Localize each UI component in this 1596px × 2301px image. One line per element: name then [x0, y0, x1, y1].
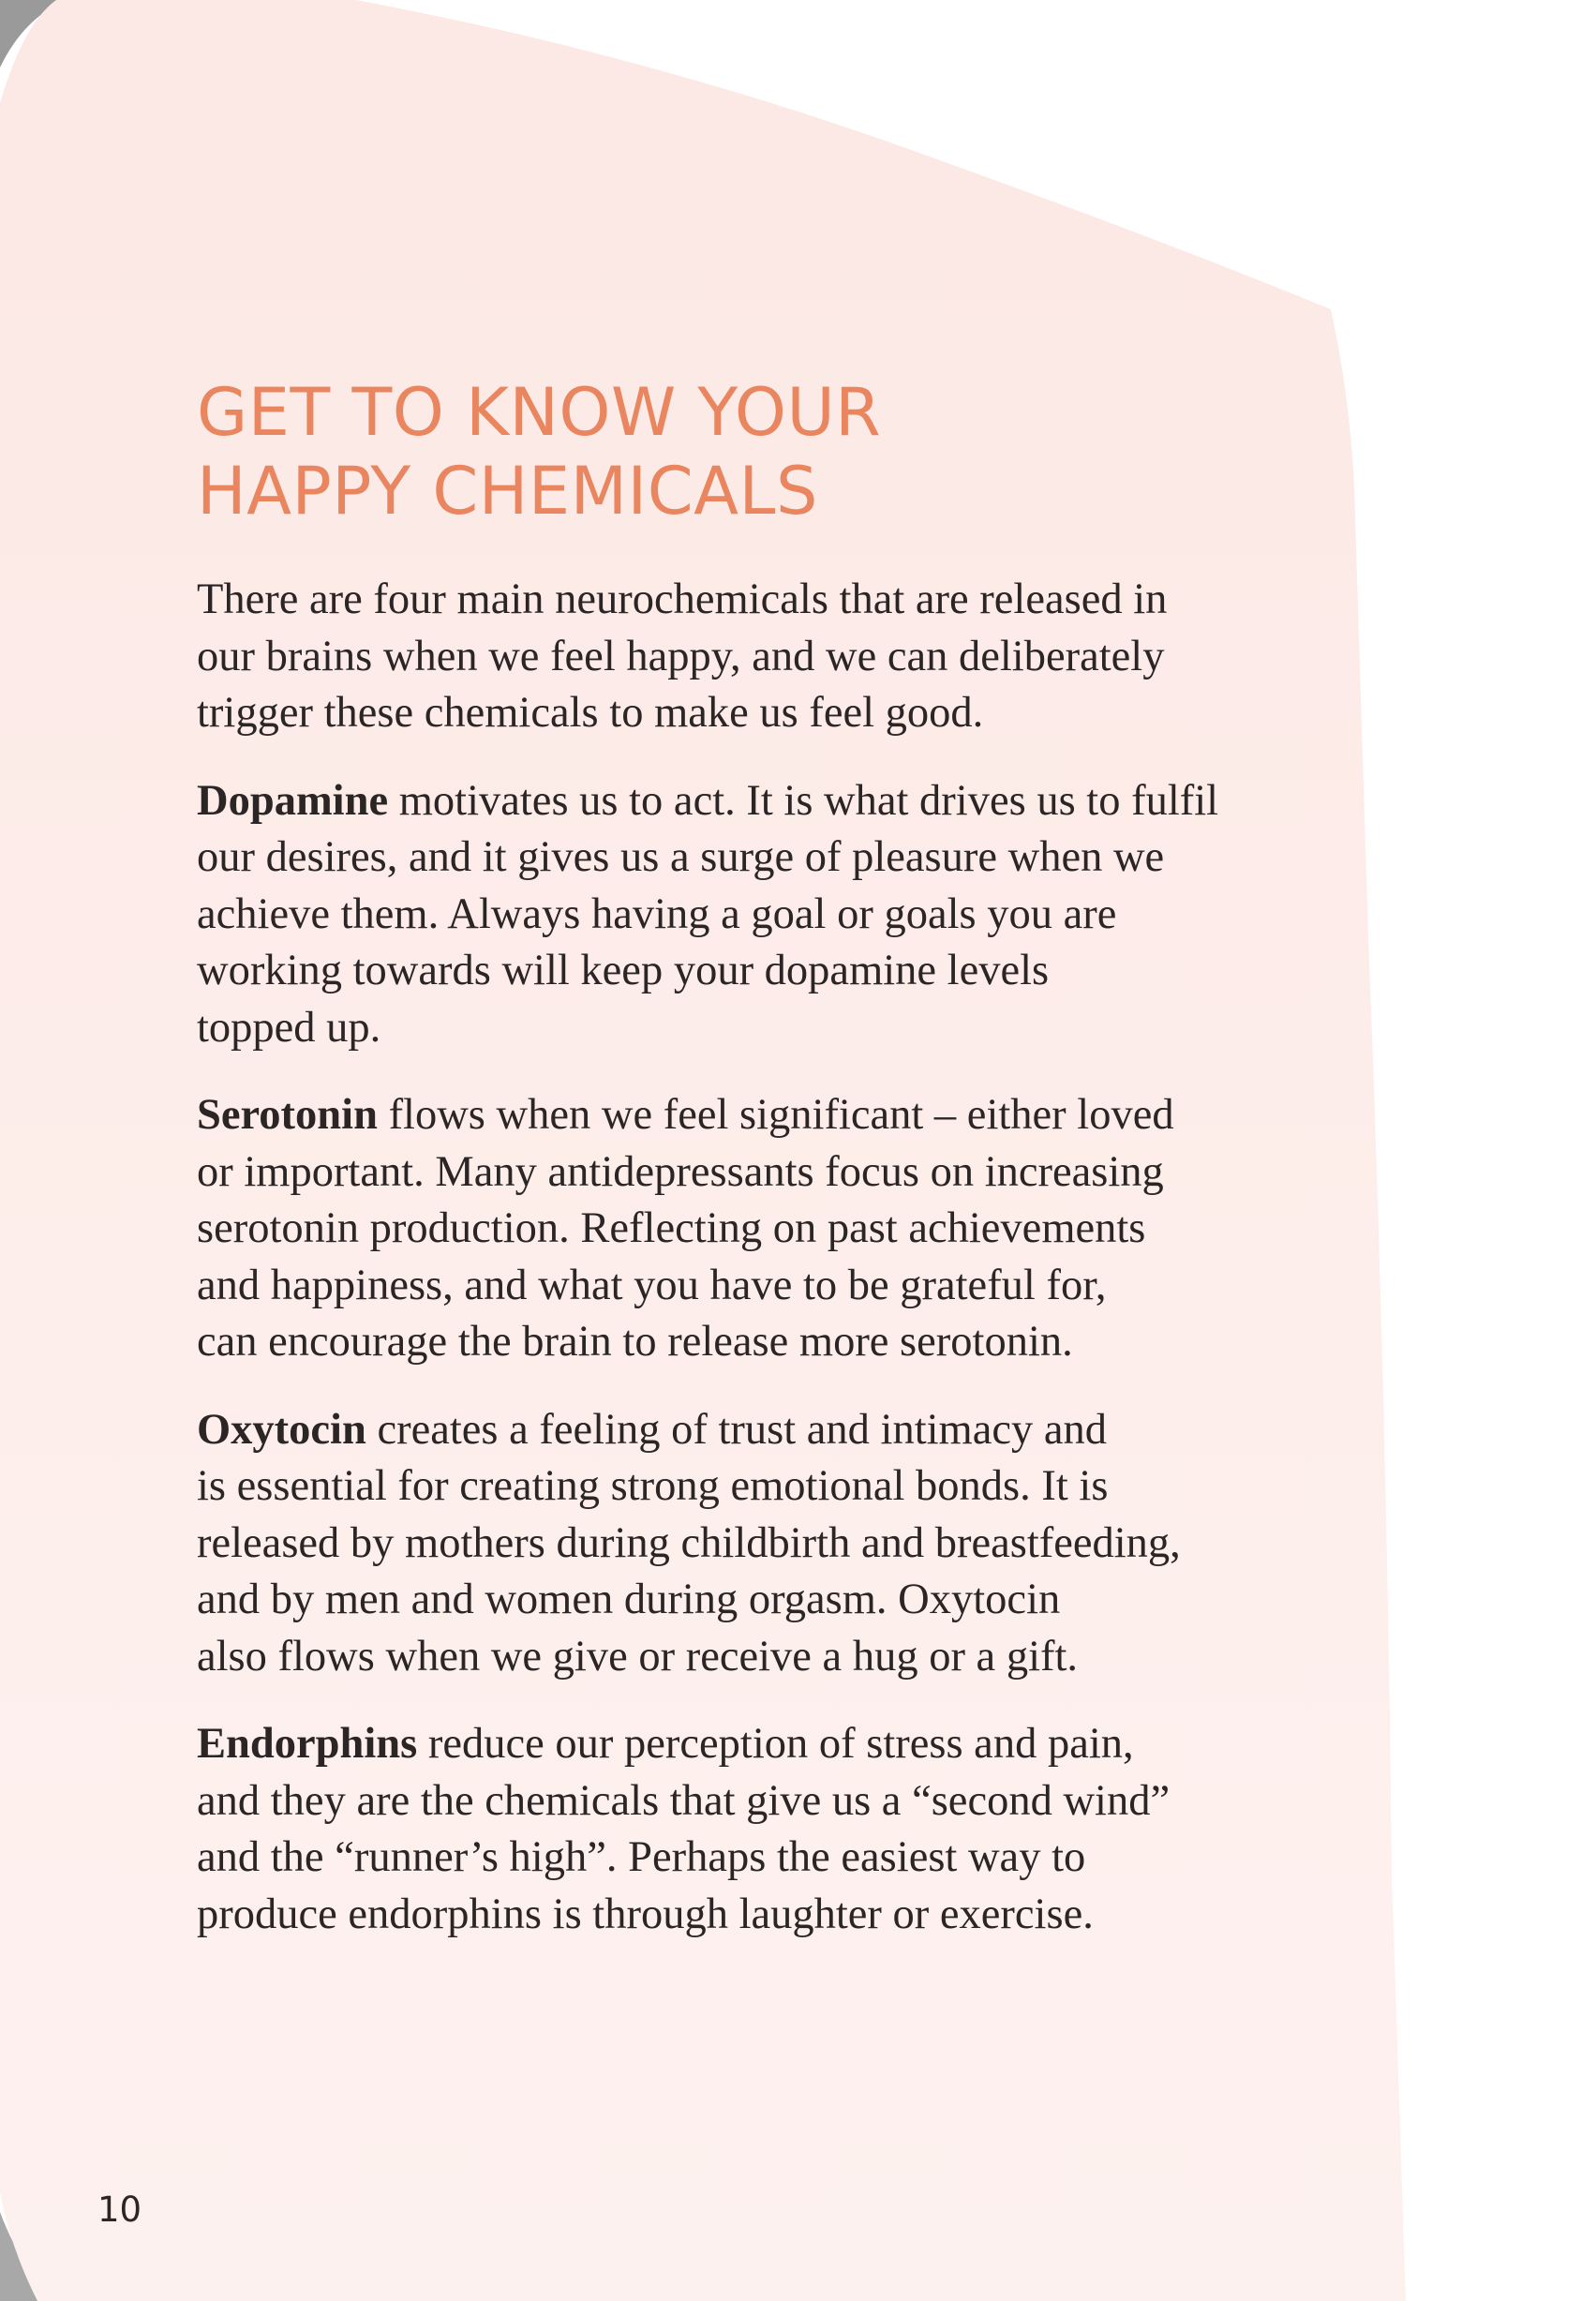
endorphins-paragraph — [197, 1716, 1406, 1943]
oxytocin-paragraph — [197, 1402, 1406, 1686]
page-title — [197, 373, 881, 530]
endorphins-term: Endorphins — [197, 1720, 418, 1768]
title-line-1: GET TO KNOW YOUR — [197, 374, 882, 451]
serotonin-description: flows when we feel significant – either loved or important. Many antidepressants focus on increasing serotonin production. Reflecting on past achievements and happiness, and what you have to be grateful for, can encourage the brain to release more serotonin. — [197, 1091, 1174, 1366]
oxytocin-term: Oxytocin — [197, 1405, 366, 1454]
dopamine-paragraph — [197, 773, 1406, 1057]
body-copy — [197, 572, 1406, 1974]
serotonin-paragraph — [197, 1087, 1406, 1371]
endorphins-description: reduce our perception of stress and pain, and they are the chemicals that give us a “second wind” and the “runner’s high”. Perhaps the easiest way to produce endorphins is through laughter or exercise. — [197, 1720, 1171, 1938]
title-line-2: HAPPY CHEMICALS — [197, 453, 818, 530]
dopamine-description: motivates us to act. It is what drives us to fulfil our desires, and it gives us a surge of pleasure when we achieve them. Always having a goal or goals you are working towards will keep your dopamine levels topped up. — [197, 776, 1219, 1052]
dopamine-term: Dopamine — [197, 776, 389, 825]
serotonin-term: Serotonin — [197, 1091, 378, 1139]
intro-paragraph: There are four main neurochemicals that are released in our brains when we feel happy, and we can deliberately trigger these chemicals to make us feel good. — [197, 575, 1168, 737]
page-number: 10 — [97, 2189, 142, 2230]
oxytocin-description: creates a feeling of trust and intimacy and is essential for creating strong emotional bonds. It is released by mothers during childbirth and breastfeeding, and by men and women during orgasm. Oxytocin also flows when we give or receive a hug or a gift. — [197, 1405, 1181, 1681]
